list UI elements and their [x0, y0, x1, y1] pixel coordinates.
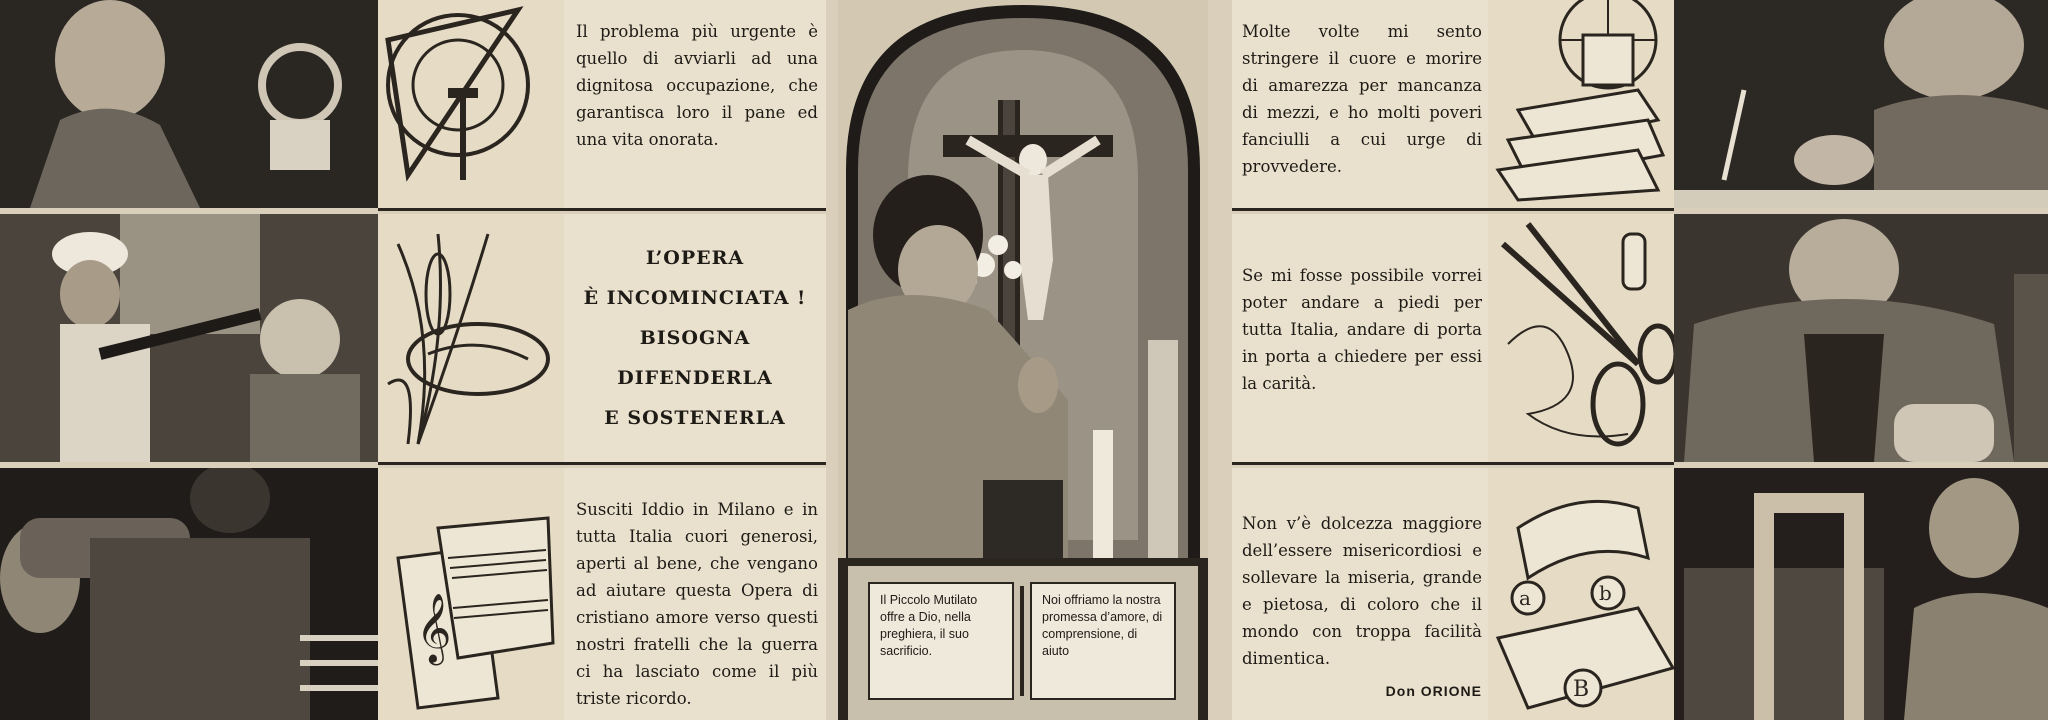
- photo-boy-mechanic: [0, 0, 378, 208]
- text-block-mercy: [1232, 468, 1488, 720]
- illustration-square-gear: [378, 0, 564, 208]
- caption-divider: [1020, 586, 1024, 696]
- divider: [378, 208, 826, 211]
- illustration-scroll-letters: [1488, 468, 1674, 720]
- caption-left-text: Il Piccolo Mutilato offre a Dio, nella preghiera, il suo sacrificio.: [880, 593, 978, 658]
- heading-line-5: E SOSTENERLA: [604, 407, 786, 429]
- divider: [1232, 462, 1674, 465]
- signature: Don ORIONE: [1385, 683, 1482, 699]
- heading-line-3: BISOGNA: [639, 327, 751, 349]
- caption-left: [868, 582, 1014, 700]
- caption-right-text: Noi offriamo la nostra promessa d’amore, di comprensione, di aiuto: [1042, 593, 1163, 658]
- photo-boy-musicians: [0, 468, 378, 720]
- svg-text:B: B: [1573, 677, 1590, 702]
- paragraph-problem: Il problema più urgente è quello di avviarli ad una dignitosa occupazione, che garantisca loro il pane ed una vita onorata.: [576, 22, 818, 149]
- svg-text:𝄞: 𝄞: [416, 593, 452, 663]
- divider: [378, 462, 826, 465]
- svg-text:a: a: [1519, 586, 1531, 610]
- illustration-scissors-thread: [1488, 214, 1674, 462]
- divider: [1232, 208, 1674, 211]
- illustration-globe-books: [1488, 0, 1674, 208]
- text-block-bitterness: [1232, 0, 1488, 208]
- svg-text:b: b: [1599, 581, 1612, 605]
- illustration-music-scroll: [378, 468, 564, 720]
- photo-boy-cook: [0, 214, 378, 462]
- heading-line-2: È INCOMINCIATA !: [583, 287, 807, 309]
- photo-boy-praying-crucifix: [838, 0, 1208, 560]
- heading-line-4: DIFENDERLA: [617, 367, 773, 389]
- paragraph-charity: Se mi fosse possibile vorrei poter andare a piedi per tutta Italia, andare di porta in porta a chiedere per essi la carità.: [1242, 266, 1482, 393]
- text-block-charity: [1232, 214, 1488, 462]
- heading-line-1: L’OPERA: [645, 247, 745, 269]
- paragraph-appeal: Susciti Iddio in Milano e in tutta Italia cuori generosi, aperti al bene, che vengano ad aiutare questa Opera di cristiano amore verso questi nostri fratelli che la guerra ci ha lasciato come il più triste ricordo.: [576, 500, 818, 708]
- illustration-wheat-bread: [378, 214, 564, 462]
- center-panel: [838, 0, 1208, 720]
- caption-right: [1030, 582, 1176, 700]
- photo-boy-writing: [1674, 0, 2048, 208]
- photo-boy-typewriter: [1674, 468, 2048, 720]
- paragraph-bitterness: Molte volte mi sento stringere il cuore e morire di amarezza per mancanza di mezzi, e ho molti poveri fanciulli a cui urge di provvedere.: [1242, 22, 1482, 176]
- photo-boy-tailor: [1674, 214, 2048, 462]
- text-block-appeal: [564, 468, 826, 720]
- text-block-problem: [564, 0, 826, 208]
- paragraph-mercy: Non v’è dolcezza maggiore dell’essere misericordiosi e sollevare la miseria, grande e pietosa, di coloro che il mondo con troppa facilità dimentica.: [1242, 514, 1482, 668]
- heading-block: [564, 214, 826, 462]
